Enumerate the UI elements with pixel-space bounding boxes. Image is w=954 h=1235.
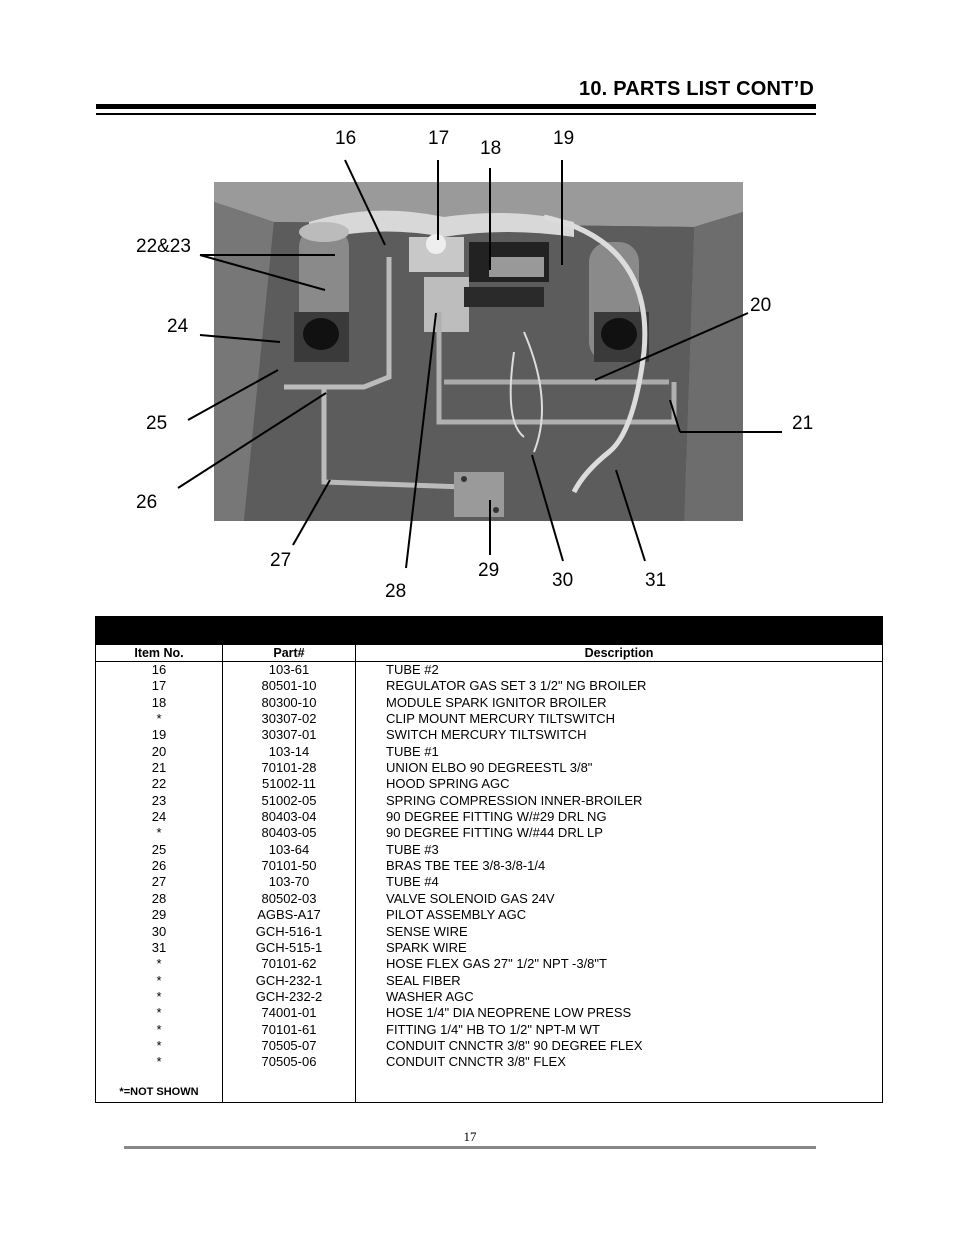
table-row <box>96 1038 882 1054</box>
column-header-description: Description <box>356 645 882 662</box>
callout-19: 19 <box>553 128 575 149</box>
table-row <box>96 907 882 923</box>
page-number: 17 <box>463 1129 477 1144</box>
cell-item-no: 24 <box>151 809 167 825</box>
cell-description: CLIP MOUNT MERCURY TILTSWITCH <box>386 711 615 727</box>
callout-27: 27 <box>270 550 292 571</box>
cell-part-number: AGBS-A17 <box>257 907 321 923</box>
cell-item-no: * <box>156 1037 162 1053</box>
callout-26: 26 <box>136 492 158 513</box>
cell-item-no: * <box>156 988 162 1004</box>
table-row <box>96 989 882 1005</box>
table-row <box>96 695 882 711</box>
table-row <box>96 776 882 792</box>
table-row <box>96 956 882 972</box>
cell-item-no: * <box>156 972 162 988</box>
cell-part-number: 80403-05 <box>261 825 317 841</box>
callout-17: 17 <box>428 128 450 149</box>
cell-item-no: 16 <box>151 662 167 677</box>
table-row <box>96 744 882 760</box>
cell-part-number: 80502-03 <box>261 890 317 906</box>
not-shown-note: *=NOT SHOWN <box>119 1086 199 1098</box>
cell-description: PILOT ASSEMBLY AGC <box>386 907 527 923</box>
cell-description: TUBE #1 <box>386 743 439 759</box>
cell-item-no: 30 <box>151 923 167 939</box>
callout-29: 29 <box>478 560 500 581</box>
cell-description: FITTING 1/4" HB TO 1/2" NPT-M WT <box>386 1021 600 1037</box>
cell-item-no: 23 <box>151 792 167 808</box>
cell-description: HOSE FLEX GAS 27" 1/2" NPT -3/8"T <box>386 956 607 972</box>
cell-part-number: 103-64 <box>268 841 310 857</box>
cell-part-number: 70101-28 <box>261 760 317 776</box>
cell-item-no: * <box>156 1054 162 1070</box>
cell-item-no: 19 <box>151 727 167 743</box>
table-row <box>96 727 882 743</box>
cell-part-number: 70505-06 <box>261 1054 317 1070</box>
parts-table <box>95 616 883 1103</box>
callout-16: 16 <box>335 128 357 149</box>
cell-part-number: 103-70 <box>268 874 310 890</box>
cell-item-no: 17 <box>151 678 167 694</box>
column-header-part: Part# <box>223 645 355 662</box>
cell-item-no: 21 <box>151 760 167 776</box>
cell-part-number: GCH-232-2 <box>255 988 323 1004</box>
cell-part-number: 74001-01 <box>261 1005 317 1021</box>
callout-30: 30 <box>552 570 574 591</box>
cell-description: VALVE SOLENOID GAS 24V <box>386 890 555 906</box>
column-header-item-no: Item No. <box>96 645 222 662</box>
cell-part-number: 80300-10 <box>261 694 317 710</box>
cell-item-no: 22 <box>151 776 167 792</box>
cell-description: SEAL FIBER <box>386 972 461 988</box>
cell-item-no: * <box>156 1005 162 1021</box>
cell-description: 90 DEGREE FITTING W/#29 DRL NG <box>386 809 607 825</box>
cell-item-no: 26 <box>151 858 167 874</box>
table-row <box>96 973 882 989</box>
cell-description: CONDUIT CNNCTR 3/8" 90 DEGREE FLEX <box>386 1037 643 1053</box>
callout-18: 18 <box>480 138 502 159</box>
table-header-bar <box>96 617 882 645</box>
table-row <box>96 1022 882 1038</box>
cell-part-number: 103-61 <box>268 662 310 677</box>
cell-description: WASHER AGC <box>386 988 474 1004</box>
callout-31: 31 <box>645 570 667 591</box>
callout-20: 20 <box>750 295 772 316</box>
cell-description: SENSE WIRE <box>386 923 468 939</box>
table-row <box>96 1054 882 1070</box>
cell-item-no: 27 <box>151 874 167 890</box>
table-row <box>96 760 882 776</box>
table-row <box>96 662 882 678</box>
table-row <box>96 1005 882 1021</box>
callout-22-23: 22&23 <box>136 236 191 257</box>
cell-item-no: 31 <box>151 939 167 955</box>
cell-description: SWITCH MERCURY TILTSWITCH <box>386 727 587 743</box>
cell-item-no: * <box>156 825 162 841</box>
cell-item-no: 28 <box>151 890 167 906</box>
table-row <box>96 940 882 956</box>
table-row <box>96 924 882 940</box>
cell-part-number: GCH-515-1 <box>255 939 323 955</box>
cell-description: HOSE 1/4" DIA NEOPRENE LOW PRESS <box>386 1005 632 1021</box>
cell-part-number: 30307-02 <box>261 711 317 727</box>
table-row <box>96 825 882 841</box>
callout-24: 24 <box>167 316 189 337</box>
table-row <box>96 678 882 694</box>
cell-item-no: 20 <box>151 743 167 759</box>
cell-description: TUBE #3 <box>386 841 439 857</box>
cell-part-number: 80501-10 <box>261 678 317 694</box>
cell-item-no: 18 <box>151 694 167 710</box>
table-body <box>96 662 882 1071</box>
callout-28: 28 <box>385 581 407 602</box>
cell-description: SPARK WIRE <box>386 939 467 955</box>
cell-description: CONDUIT CNNCTR 3/8" FLEX <box>386 1054 566 1070</box>
cell-part-number: 70101-62 <box>261 956 317 972</box>
table-row <box>96 874 882 890</box>
cell-item-no: 29 <box>151 907 167 923</box>
table-row <box>96 793 882 809</box>
cell-item-no: * <box>156 711 162 727</box>
cell-part-number: 30307-01 <box>261 727 317 743</box>
cell-description: BRAS TBE TEE 3/8-3/8-1/4 <box>386 858 546 874</box>
page-title: 10. PARTS LIST CONT’D <box>579 78 814 100</box>
table-row <box>96 858 882 874</box>
callout-21: 21 <box>792 413 814 434</box>
footer-rule <box>124 1146 816 1149</box>
table-row <box>96 891 882 907</box>
cell-description: SPRING COMPRESSION INNER-BROILER <box>386 792 643 808</box>
cell-description: MODULE SPARK IGNITOR BROILER <box>386 694 607 710</box>
table-row <box>96 711 882 727</box>
cell-description: UNION ELBO 90 DEGREESTL 3/8" <box>386 760 593 776</box>
cell-part-number: 103-14 <box>268 743 310 759</box>
cell-part-number: GCH-232-1 <box>255 972 323 988</box>
table-row <box>96 809 882 825</box>
cell-description: HOOD SPRING AGC <box>386 776 510 792</box>
cell-description: TUBE #4 <box>386 874 439 890</box>
cell-part-number: 70505-07 <box>261 1037 317 1053</box>
cell-part-number: GCH-516-1 <box>255 923 323 939</box>
table-row <box>96 842 882 858</box>
cell-description: REGULATOR GAS SET 3 1/2" NG BROILER <box>386 678 647 694</box>
callout-25: 25 <box>146 413 168 434</box>
cell-item-no: * <box>156 956 162 972</box>
cell-part-number: 51002-11 <box>262 776 316 792</box>
cell-item-no: * <box>156 1021 162 1037</box>
cell-part-number: 51002-05 <box>261 792 317 808</box>
cell-description: TUBE #2 <box>386 662 439 677</box>
cell-part-number: 70101-50 <box>261 858 317 874</box>
cell-item-no: 25 <box>151 841 167 857</box>
cell-part-number: 70101-61 <box>261 1021 317 1037</box>
cell-description: 90 DEGREE FITTING W/#44 DRL LP <box>386 825 603 841</box>
cell-part-number: 80403-04 <box>261 809 317 825</box>
